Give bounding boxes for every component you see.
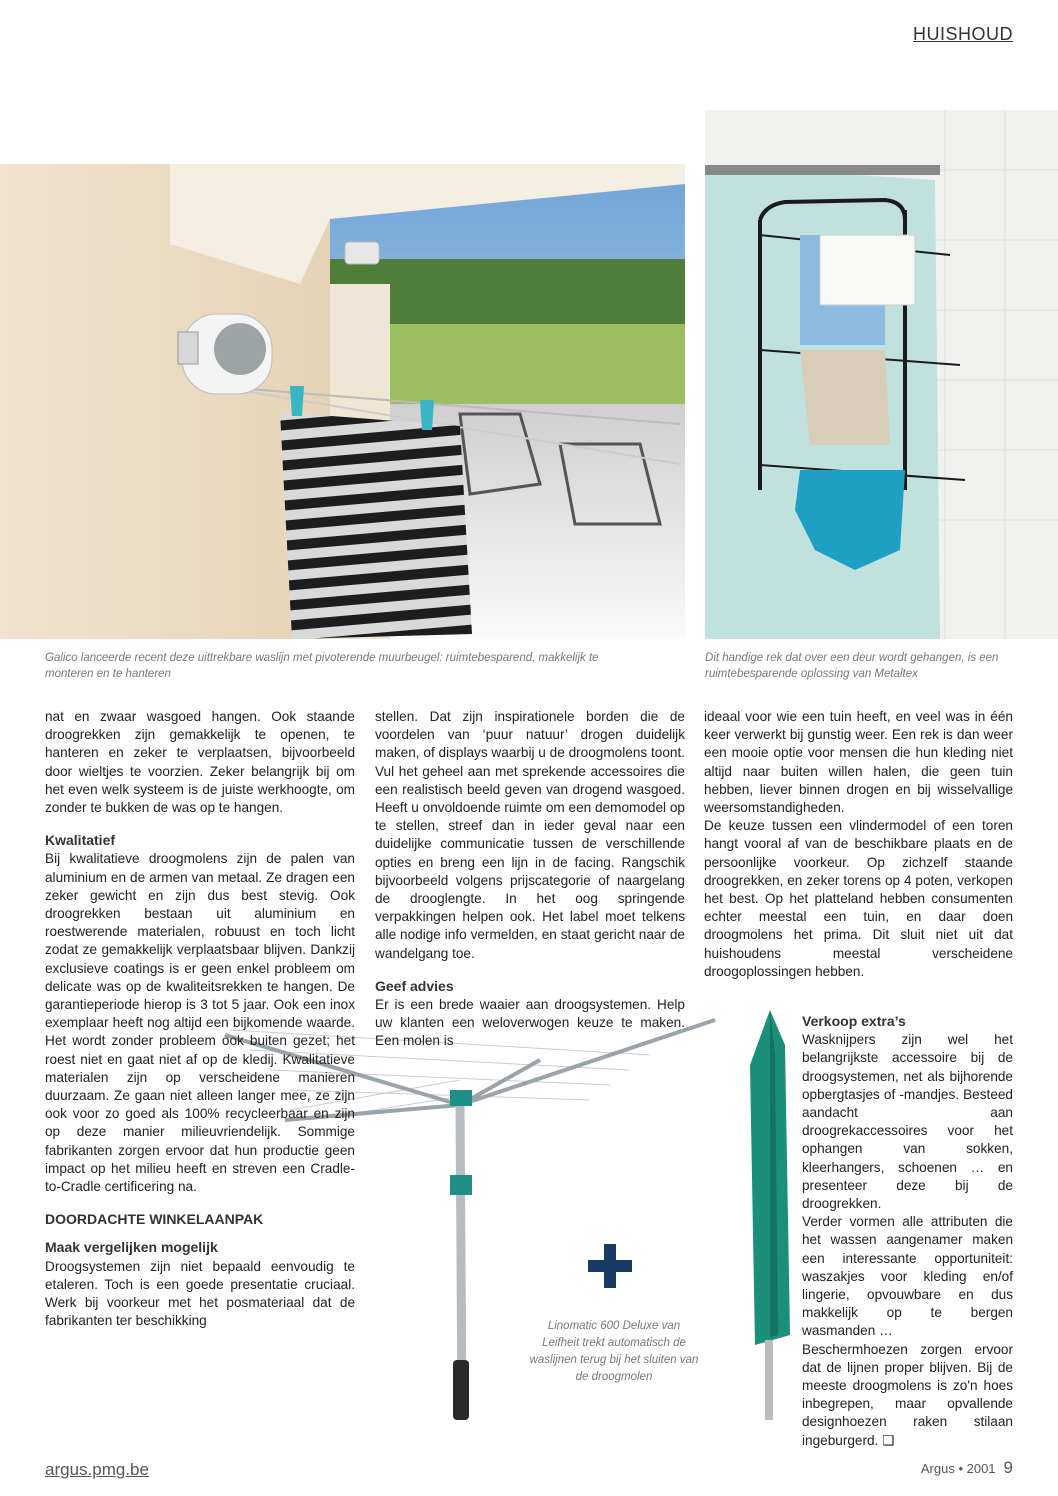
column-2 [375, 708, 685, 1051]
photo-door-rack [705, 110, 1058, 639]
caption-right-photo: Dit handige rek dat over een deur wordt gehangen, is een ruimtebesparende oplossing van Metaltex [705, 652, 999, 680]
col1-intro: nat en zwaar wasgoed hangen. Ook staande droogrekken zijn gemakkelijk te openen, te hanteren en zeker te verplaatsen, bijvoorbeeld door wieltjes te voorzien. Zeker belangrijk bij om het even welk systeem is de juiste werkhoogte, om zonder te bukken de was op te hangen. [45, 709, 355, 816]
col3-extras-text-1: Wasknijpers zijn wel het belangrijkste accessoire bij de droogsystemen, net als bijhorende opbergtasjes of -mandjes. Besteed aandacht aan droogrekaccessoires voor het ophangen van sokken, kleerhangers, schoenen … en presenteer deze bij de droogrekken. [802, 1032, 1013, 1212]
heading-advies: Geef advies [375, 977, 454, 994]
heading-kwalitatief: Kwalitatief [45, 832, 116, 849]
heading-extras: Verkoop extra’s [802, 1013, 906, 1029]
column-3 [704, 708, 1013, 981]
caption-left-photo: Galico lanceerde recent deze uittrekbare waslijn met pivoterende muurbeugel: ruimtebesparend, makkelijk te monteren en te hanteren [45, 652, 599, 680]
footer-issue-label: Argus • 2001 [920, 1461, 996, 1476]
col2-advies-text: Er is een brede waaier aan droogsystemen. Help uw klanten een weloverwogen keuze te maken. Een molen is [375, 997, 685, 1049]
col3-text-1: ideaal voor wie een tuin heeft, en veel was in één keer verwerkt bij gunstig weer. Een rek is dan weer een mooie optie voor mensen die hun kleding niet altijd naar buiten willen halen, die geen tuin hebben, liever binnen drogen en bij wisselvallige weersomstandigheden. [704, 709, 1013, 816]
caption-product: Linomatic 600 Deluxe van Leifheit trekt automatisch de waslijnen terug bij het sluiten van de droogmolen [529, 1320, 699, 1383]
col1-kwalitatief-text: Bij kwalitatieve droogmolens zijn de palen van aluminium en de armen van metaal. Ze dragen een zeker gewicht en zijn dus best stevig. Ook droogrekken bestaan uit aluminium en roestwerende materialen, robuust en toch licht zodat ze gemakkelijk verplaatsbaar blijven. Dankzij exclusieve coatings is er geen enkel probleem om delicate was op de kwaliteitsrekken te hangen. De garantieperiode hierop is 3 tot 5 jaar. Ook een inox exemplaar heeft nog altijd een bijkomende waarde. Het wordt zonder probleem ook buiten gezet; het roest niet en gaat niet af op de kledij. Kwalitatieve materialen zijn op verscheidene manieren duurzaam. Ze gaan niet alleen langer mee, ze zijn ook voor zo goed als 100% recycleerbaar en zijn op deze manier milieuvriendelijk. Sommige fabrikanten zorgen ervoor dat hun productie geen impact op het milieu heeft en streven een Cradle-to-Cradle certificering na. [45, 851, 355, 1195]
page-number: 9 [1003, 1458, 1013, 1477]
column-3-extras [802, 1012, 1013, 1450]
photo-protective-cover [740, 1005, 800, 1425]
footer-website[interactable]: argus.pmg.be [45, 1460, 149, 1479]
photo-retractable-line [0, 164, 685, 639]
heading-vergelijken: Maak vergelijken mogelijk [45, 1239, 218, 1256]
column-1 [45, 708, 355, 1331]
col3-extras-text-3: Beschermhoezen zorgen ervoor dat de lijnen proper blijven. Bij de meeste droogmolens is zo'n hoes inbegrepen, maar opvallende designhoezen raken stilaan ingeburgerd. ❑ [802, 1341, 1013, 1448]
section-tag: HUISHOUD [912, 24, 1013, 44]
plus-icon [588, 1244, 632, 1288]
col3-extras-text-2: Verder vormen alle attributen die het wassen aangenamer maken een interessante opportuniteit: waszakjes voor kleding en/of lingerie, opvouwbare en dus makkelijk op te bergen wasmanden … [802, 1214, 1013, 1339]
heading-winkelaanpak: DOORDACHTE WINKELAANPAK [45, 1211, 264, 1228]
col3-text-2: De keuze tussen een vlindermodel of een toren hangt vooral af van de beschikbare plaats en de persoonlijke voorkeur. Op zichzelf staande droogrekken, en zeker torens op 4 poten, verkopen het best. Op het platteland hebben consumenten echter meestal een tuin, en daar doen droogmolens het prima. Dit sluit niet uit dat huishoudens meestal verscheidene droogoplossingen hebben. [704, 818, 1013, 979]
end-mark-icon: ❑ [882, 1432, 895, 1448]
col1-vergelijken-text: Droogsystemen zijn niet bepaald eenvoudig te etaleren. Toch is een goede presentatie cruciaal. Werk bij voorkeur met het posmateriaal dat de fabrikanten ter beschikking [45, 1258, 355, 1329]
col2-text: stellen. Dat zijn inspirationele borden die de voordelen van ‘puur natuur’ drogen duidelijk maken, of displays waarbij u de droogmolens toont. Vul het geheel aan met sprekende accessoires die een realistisch beeld geven van drogend wasgoed. Heeft u onvoldoende ruimte om een demomodel op te stellen, streef dan in ieder geval naar een duidelijke communicatie tussen de verschillende opties en breng een lijn in de facing. Rangschik bijvoorbeeld volgens prijscategorie of naargelang de drooglengte. In het oog springende verpakkingen helpen ook. Het label moet telkens alle nodige info vermelden, en staat gericht naar de wandelgang toe. [375, 709, 685, 961]
footer-issue [921, 1458, 1013, 1478]
